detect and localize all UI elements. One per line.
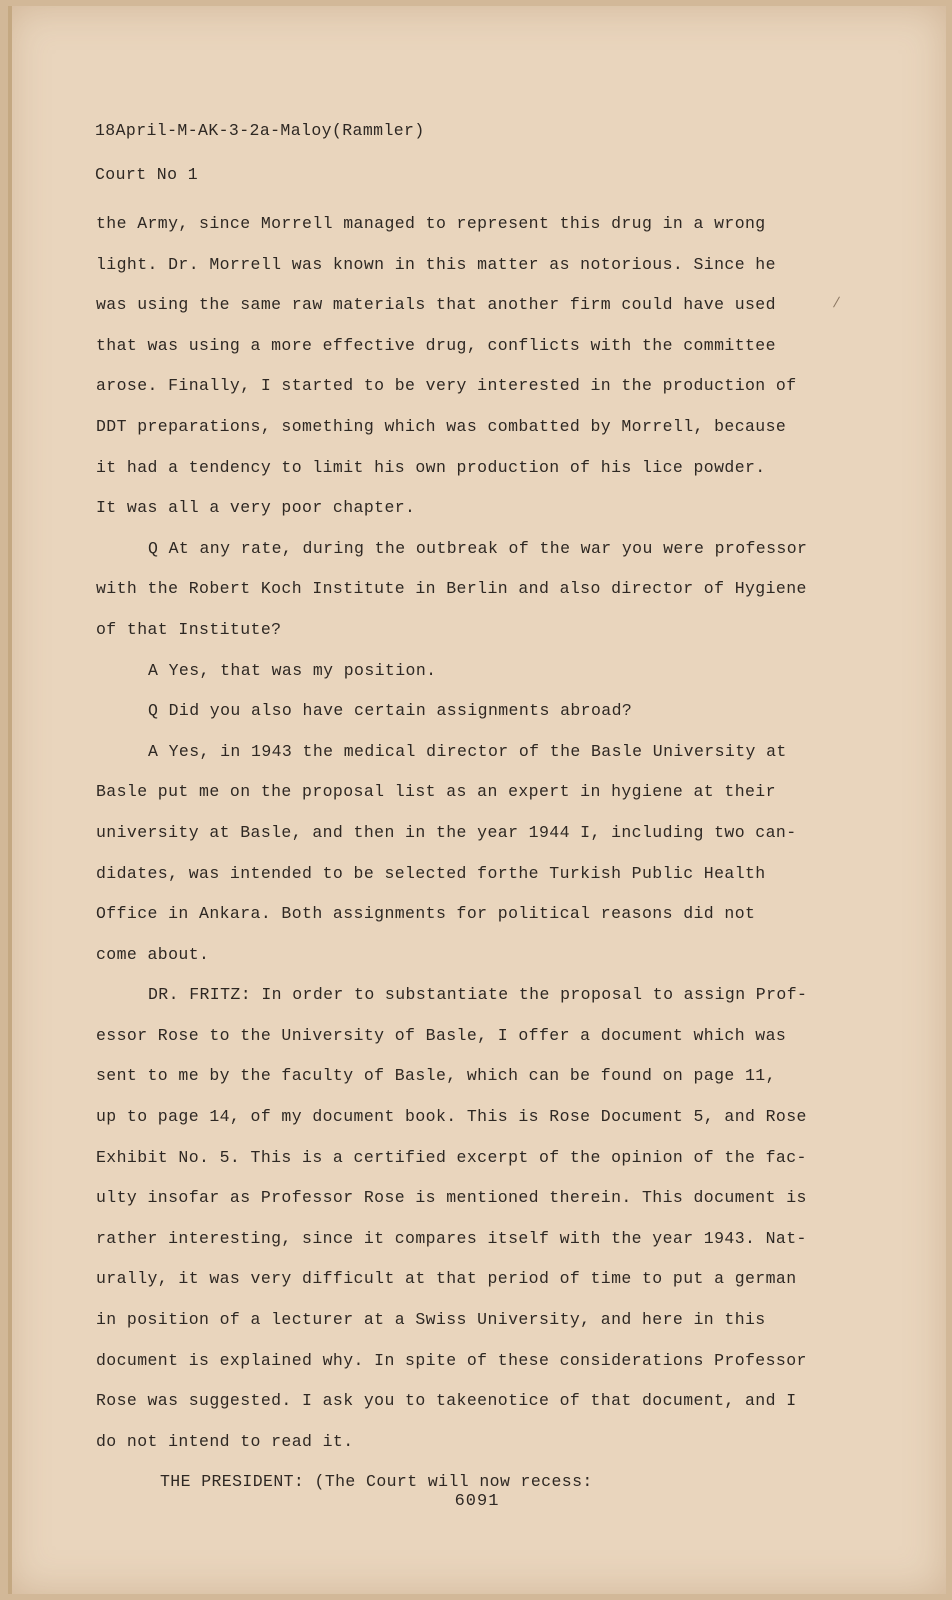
question-line: Q Did you also have certain assignments abroad? (148, 701, 633, 721)
transcript-line: Exhibit No. 5. This is a certified excerpt of the opinion of the fac- (96, 1147, 807, 1167)
question-line: Q At any rate, during the outbreak of the war you were professor (148, 538, 808, 558)
document-reference: 18April-M-AK-3-2a-Maloy(Rammler) (95, 121, 425, 140)
transcript-line: DDT preparations, something which was combatted by Morrell, because (96, 416, 787, 436)
transcript-line: urally, it was very difficult at that period of time to put a german (96, 1269, 797, 1289)
transcript-line: arose. Finally, I started to be very interested in the production of (96, 376, 797, 396)
answer-line: A Yes, in 1943 the medical director of the Basle University at (148, 741, 787, 761)
transcript-line: it had a tendency to limit his own production of his lice powder. (96, 457, 766, 477)
transcript-line: up to page 14, of my document book. This is Rose Document 5, and Rose (96, 1107, 807, 1127)
transcript-line: It was all a very poor chapter. (96, 498, 416, 518)
transcript-body (96, 204, 816, 1503)
transcript-page (8, 6, 946, 1594)
transcript-line: in position of a lecturer at a Swiss University, and here in this (96, 1310, 766, 1330)
transcript-line: rather interesting, since it compares itself with the year 1943. Nat- (96, 1228, 807, 1248)
speaker-line: DR. FRITZ: In order to substantiate the proposal to assign Prof- (148, 985, 808, 1005)
transcript-line: sent to me by the faculty of Basle, which can be found on page 11, (96, 1066, 776, 1086)
transcript-line: the Army, since Morrell managed to represent this drug in a wrong (96, 214, 766, 233)
paper-speck (833, 297, 840, 308)
transcript-line: come about. (96, 944, 210, 964)
speaker-line: THE PRESIDENT: (The Court will now recess: (160, 1472, 593, 1492)
transcript-line: of that Institute? (96, 619, 282, 639)
transcript-line: was using the same raw materials that another firm could have used (96, 295, 776, 315)
transcript-line: essor Rose to the University of Basle, I offer a document which was (96, 1025, 787, 1045)
page-header (95, 109, 425, 197)
page-edge (8, 6, 12, 1594)
answer-line: A Yes, that was my position. (148, 660, 437, 680)
transcript-line: Basle put me on the proposal list as an expert in hygiene at their (96, 782, 776, 802)
transcript-line: document is explained why. In spite of these considerations Professor (96, 1350, 807, 1370)
transcript-line: with the Robert Koch Institute in Berlin and also director of Hygiene (96, 579, 807, 599)
transcript-line: light. Dr. Morrell was known in this matter as notorious. Since he (96, 254, 776, 274)
page-number: 6091 (454, 1492, 500, 1511)
transcript-line: ulty insofar as Professor Rose is mentioned therein. This document is (96, 1188, 807, 1208)
transcript-line: that was using a more effective drug, conflicts with the committee (96, 335, 776, 355)
transcript-line: do not intend to read it. (96, 1431, 354, 1451)
transcript-line: Rose was suggested. I ask you to takeenotice of that document, and I (96, 1391, 797, 1411)
transcript-line: university at Basle, and then in the year 1944 I, including two can- (96, 822, 797, 842)
transcript-line: Office in Ankara. Both assignments for political reasons did not (96, 904, 756, 924)
court-label: Court No 1 (95, 165, 199, 184)
transcript-line: didates, was intended to be selected forthe Turkish Public Health (96, 863, 766, 883)
